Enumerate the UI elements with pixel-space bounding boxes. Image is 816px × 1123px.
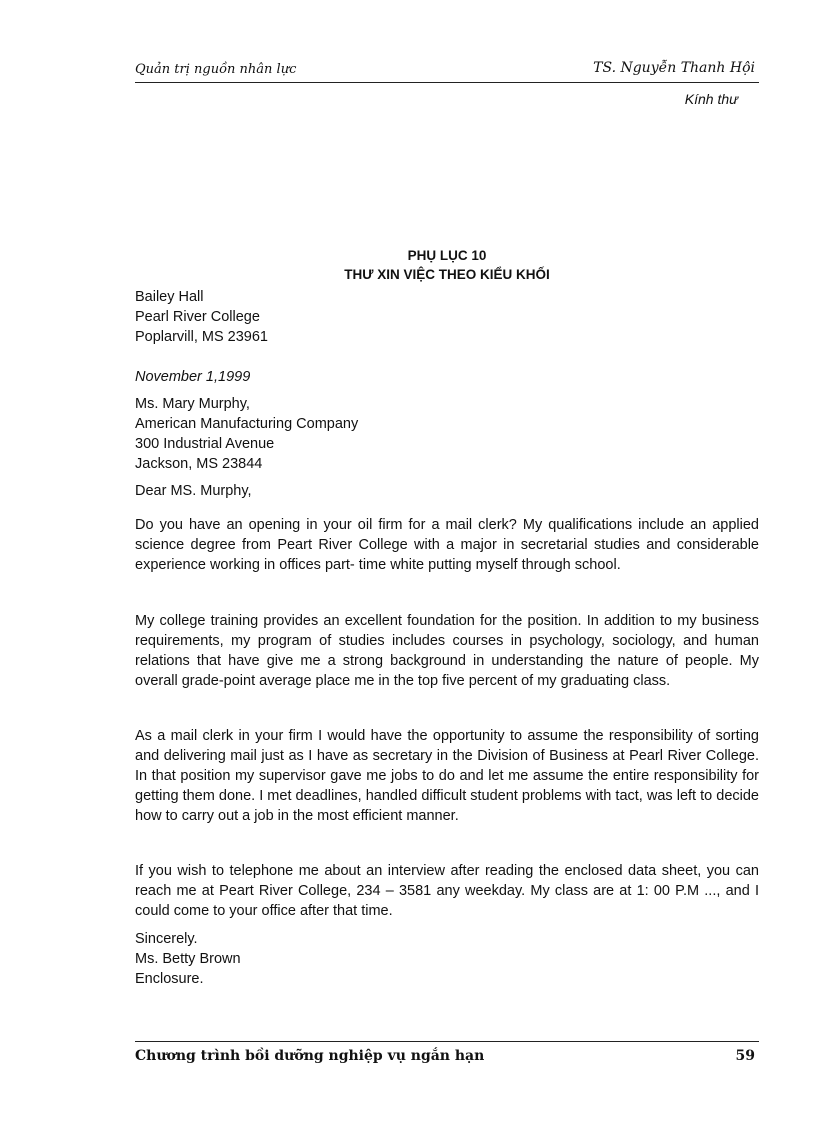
recipient-line: 300 Industrial Avenue — [135, 436, 275, 452]
recipient-line: Jackson, MS 23844 — [135, 456, 263, 472]
appendix-title — [135, 246, 759, 284]
enclosure-note: Enclosure. — [135, 971, 204, 987]
recipient-line: Ms. Mary Murphy, — [135, 396, 250, 412]
page-number: 59 — [735, 1048, 755, 1064]
sender-address — [135, 287, 759, 347]
letter-type-label: Kính thư — [684, 91, 738, 107]
body-paragraph: As a mail clerk in your firm I would have the opportunity to assume the responsibility of sorting and delivering mail just as I have as secretary in the Division of Business at Pearl River College. In that position my supervisor gave me jobs to do and let me assume the entire responsibility for getting them done. I met deadlines, handled difficult student problems with tact, was left to decide how to carry out a job in the most efficient manner. — [135, 728, 759, 824]
page-header — [135, 60, 759, 83]
header-author: TS. Nguyễn Thanh Hội — [593, 60, 755, 76]
letter-date: November 1,1999 — [135, 369, 251, 385]
header-course-title: Quản trị nguồn nhân lực — [135, 62, 297, 77]
footer-program-title: Chương trình bồi dưỡng nghiệp vụ ngắn hạn — [135, 1048, 485, 1064]
sender-line: Bailey Hall — [135, 289, 204, 305]
body-paragraph: Do you have an opening in your oil firm for a mail clerk? My qualifications include an applied science degree from Peart River College with a major in secretarial studies and considerable experience working in offices part- time white putting myself through school. — [135, 517, 759, 573]
appendix-number: PHỤ LỤC 10 — [407, 248, 487, 263]
page-footer — [135, 1041, 759, 1072]
letter-closing — [135, 929, 759, 989]
sender-line: Poplarvill, MS 23961 — [135, 329, 268, 345]
sender-line: Pearl River College — [135, 309, 260, 325]
recipient-line: American Manufacturing Company — [135, 416, 359, 432]
closing-line: Sincerely. — [135, 931, 198, 947]
body-paragraph: If you wish to telephone me about an interview after reading the enclosed data sheet, you can reach me at Peart River College, 234 – 3581 any weekday. My class are at 1: 00 P.M ..., and I could come to your office after that time. — [135, 863, 759, 919]
recipient-address — [135, 394, 759, 474]
appendix-subtitle: THƯ XIN VIỆC THEO KIỂU KHỐI — [344, 267, 550, 282]
signature-name: Ms. Betty Brown — [135, 951, 241, 967]
salutation: Dear MS. Murphy, — [135, 483, 252, 499]
body-paragraph: My college training provides an excellent foundation for the position. In addition to my business requirements, my program of studies includes courses in psychology, sociology, and human relations that have give me a strong background in understanding the nature of people. My overall grade-point average place me in the top five percent of my graduating class. — [135, 613, 759, 689]
